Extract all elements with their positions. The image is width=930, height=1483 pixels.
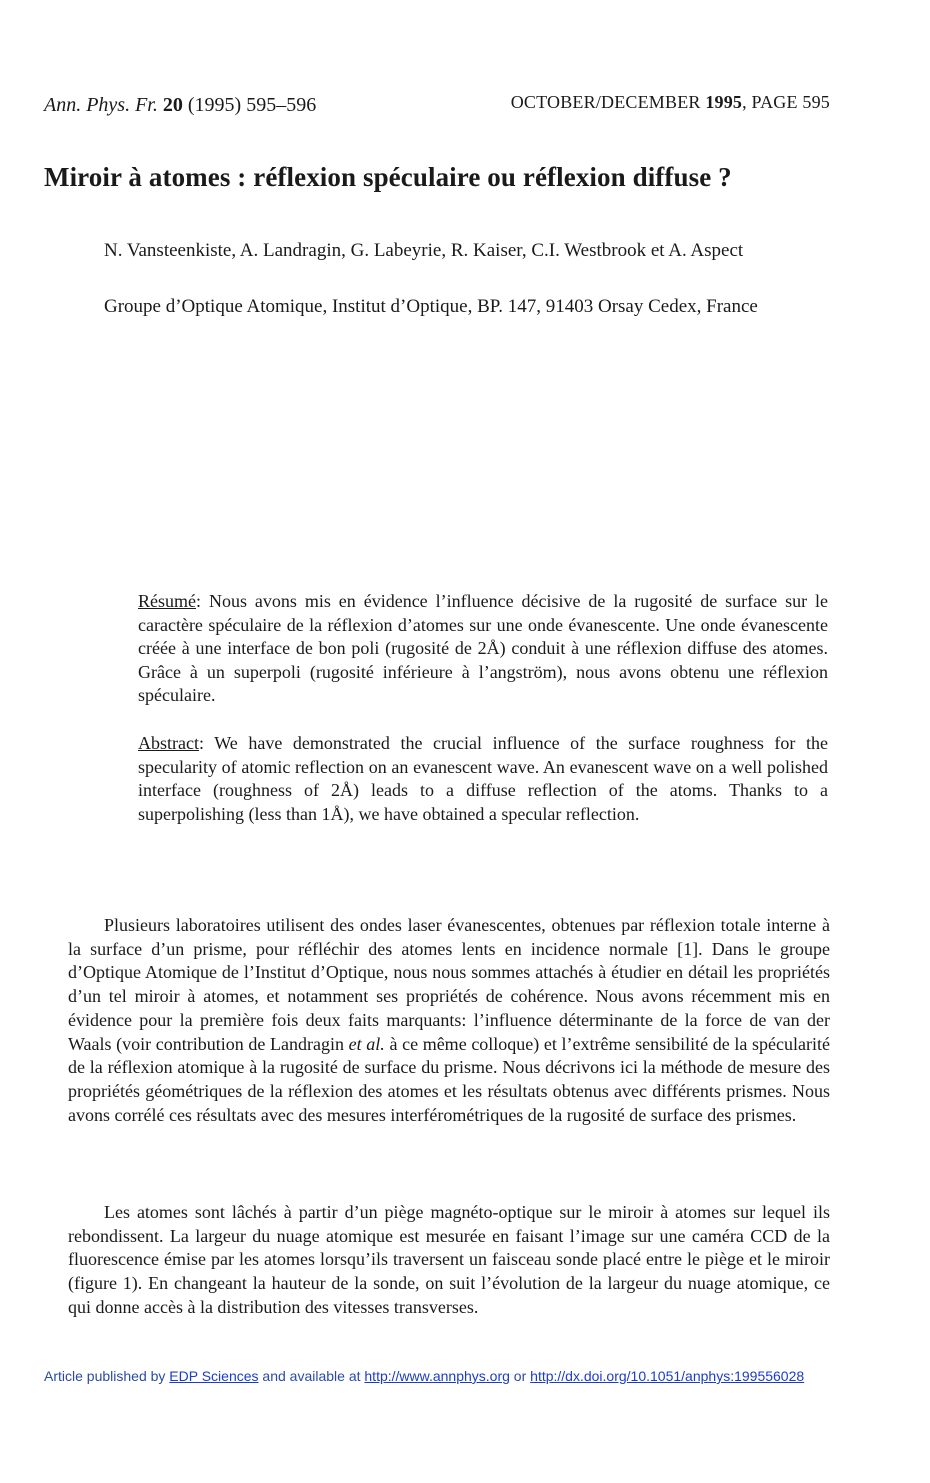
journal-citation — [44, 94, 316, 117]
publisher-link[interactable]: EDP Sciences — [169, 1368, 259, 1384]
paragraph-1-part-2: à ce même colloque) et l’extrême sensibilité de la spécularité de la réflexion atomique à la rugosité de surface du prisme. Nous décrivons ici la méthode de mesure des propriétés géométriques de la réflexion des atomes et les résultats obtenus avec différents prismes. Nous avons corrélé ces résultats avec des mesures interférométriques de la rugosité de surface des prismes. — [68, 1033, 831, 1125]
footer-prefix: Article published by — [44, 1368, 170, 1384]
et-al: et al. — [348, 1033, 385, 1054]
doi-link[interactable]: http://dx.doi.org/10.1051/anphys:199556028 — [530, 1368, 805, 1384]
body-paragraph-1 — [68, 914, 830, 1127]
paper-title: Miroir à atomes : réflexion spéculaire ou réflexion diffuse ? — [44, 162, 732, 192]
abstract-text: : We have demonstrated the crucial influence of the surface roughness for the specularity of atomic reflection on an evanescent wave. An evanescent wave on a well polished interface (roughness of 2Å) leads to a diffuse reflection of the atoms. Thanks to a superpolishing (less than 1Å), we have obtained a specular reflection. — [138, 733, 828, 824]
journal-volume: 20 — [162, 94, 183, 116]
abstract-block — [138, 732, 828, 826]
annphys-link[interactable]: http://www.annphys.org — [364, 1368, 510, 1384]
footer-or: or — [509, 1368, 531, 1384]
body-paragraph-2: Les atomes sont lâchés à partir d’un piège magnéto-optique sur le miroir à atomes sur lequel ils rebondissent. La largeur du nuage atomique est mesurée en faisant l’image sur une caméra CCD de la fluorescence émise par les atomes lorsqu’ils traversent un faisceau sonde placé entre le piège et le miroir (figure 1). En changeant la hauteur de la sonde, on suit l’évolution de la largeur du nuage atomique, ce qui donne accès à la distribution des vitesses transverses. — [68, 1202, 830, 1317]
abstract-label: Abstract — [138, 733, 199, 753]
footer-middle: and available at — [258, 1368, 365, 1384]
issue-year: 1995 — [705, 92, 743, 112]
page-number: , PAGE 595 — [742, 92, 830, 112]
author-list: N. Vansteenkiste, A. Landragin, G. Labeyrie, R. Kaiser, C.I. Westbrook et A. Aspect — [104, 240, 744, 261]
issue-date — [511, 92, 830, 113]
resume-label: Résumé — [138, 591, 196, 611]
issue-month: OCTOBER/DECEMBER — [510, 92, 701, 112]
publication-footer — [44, 1368, 804, 1384]
resume-block — [138, 590, 828, 708]
affiliation: Groupe d’Optique Atomique, Institut d’Optique, BP. 147, 91403 Orsay Cedex, France — [104, 296, 758, 317]
paragraph-1-part-1: Plusieurs laboratoires utilisent des ondes laser évanescentes, obtenues par réflexion totale interne à la surface d’un prisme, pour réfléchir des atomes lents en incidence normale [1]. Dans le groupe d’Optique Atomique de l’Institut d’Optique, nous nous sommes attachés à étudier en détail les propriétés d’un tel miroir à atomes, et notamment ses propriétés de cohérence. Nous avons récemment mis en évidence pour la première fois deux faits marquants: l’influence déterminante de la force de van der Waals (voir contribution de Landragin — [68, 915, 830, 1054]
journal-name: Ann. Phys. Fr. — [44, 94, 158, 116]
resume-text: : Nous avons mis en évidence l’influence décisive de la rugosité de surface sur le caractère spéculaire de la réflexion d’atomes sur une onde évanescente. Une onde évanescente créée à une interface de bon poli (rugosité de 2Å) conduit à une réflexion diffuse des atomes. Grâce à un superpoli (rugosité inférieure à l’angström), nous avons obtenu une réflexion spéculaire. — [138, 591, 828, 705]
journal-year-pages: (1995) 595–596 — [187, 94, 317, 116]
